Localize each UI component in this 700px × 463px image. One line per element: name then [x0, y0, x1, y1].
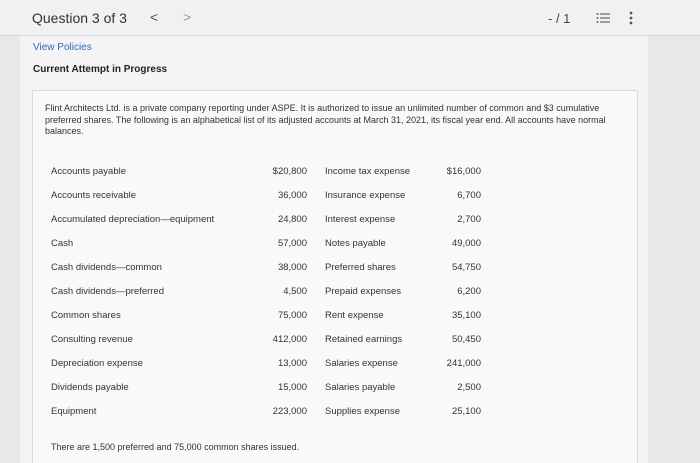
account-amount: 15,000: [277, 381, 307, 393]
account-name: Depreciation expense: [51, 357, 143, 369]
score-indicator: - / 1: [548, 11, 571, 26]
account-name: Equipment: [51, 405, 97, 417]
column-gap: [307, 183, 325, 207]
account-name: Notes payable: [325, 237, 386, 249]
account-name: Salaries payable: [325, 381, 396, 393]
column-gap: [307, 303, 325, 327]
list-icon[interactable]: [596, 12, 610, 24]
previous-question-button[interactable]: <: [150, 9, 159, 25]
account-amount: 38,000: [277, 261, 307, 273]
account-name: Retained earnings: [325, 333, 403, 345]
account-amount: 35,100: [451, 309, 481, 321]
account-amount: 412,000: [272, 333, 307, 345]
account-name: Salaries expense: [325, 357, 398, 369]
table-row: [51, 183, 481, 207]
column-gap: [307, 159, 325, 183]
problem-intro: Flint Architects Ltd. is a private company reporting under ASPE. It is authorized to issue an unlimited number of common and $3 cumulative preferred shares. The following is an alphabetical list of its adjusted accounts at March 31, 2021, its fiscal year end. All accounts have normal balances.: [45, 103, 606, 137]
problem-card: [32, 90, 638, 463]
table-row: [51, 327, 481, 351]
account-name: Dividends payable: [51, 381, 129, 393]
account-amount: 223,000: [272, 405, 307, 417]
question-title: Question 3 of 3: [32, 10, 127, 26]
column-gap: [307, 231, 325, 255]
account-amount: 75,000: [277, 309, 307, 321]
account-name: Accounts receivable: [51, 189, 137, 201]
account-name: Income tax expense: [325, 165, 411, 177]
account-name: Accounts payable: [51, 165, 126, 177]
view-policies-link[interactable]: View Policies: [33, 42, 92, 53]
account-name: Preferred shares: [325, 261, 396, 273]
account-amount: 241,000: [446, 357, 481, 369]
account-name: Rent expense: [325, 309, 384, 321]
column-gap: [307, 399, 325, 423]
content-area: [20, 36, 648, 463]
table-row: [51, 351, 481, 375]
account-amount: 49,000: [451, 237, 481, 249]
account-amount: 2,500: [457, 381, 481, 393]
table-row: [51, 255, 481, 279]
account-name: Cash dividends—common: [51, 261, 162, 273]
account-name: Cash: [51, 237, 74, 249]
column-gap: [307, 351, 325, 375]
account-amount: 57,000: [277, 237, 307, 249]
account-amount: 6,200: [457, 285, 481, 297]
account-amount: $16,000: [446, 165, 481, 177]
account-amount: 6,700: [457, 189, 481, 201]
account-name: Accumulated depreciation—equipment: [51, 213, 215, 225]
account-name: Interest expense: [325, 213, 396, 225]
account-amount: 13,000: [277, 357, 307, 369]
shares-note: There are 1,500 preferred and 75,000 common shares issued.: [51, 442, 300, 452]
table-row: [51, 207, 481, 231]
attempt-status: Current Attempt in Progress: [33, 64, 168, 75]
column-gap: [307, 207, 325, 231]
account-amount: 25,100: [451, 405, 481, 417]
table-row: [51, 399, 481, 423]
table-row: [51, 375, 481, 399]
column-gap: [307, 327, 325, 351]
table-row: [51, 303, 481, 327]
account-name: Insurance expense: [325, 189, 406, 201]
table-row: [51, 231, 481, 255]
account-amount: 54,750: [451, 261, 481, 273]
more-vertical-icon[interactable]: [628, 10, 634, 26]
account-amount: 50,450: [451, 333, 481, 345]
account-amount: 24,800: [277, 213, 307, 225]
table-row: [51, 279, 481, 303]
account-name: Consulting revenue: [51, 333, 133, 345]
account-name: Supplies expense: [325, 405, 400, 417]
account-name: Prepaid expenses: [325, 285, 402, 297]
column-gap: [307, 255, 325, 279]
table-row: [51, 159, 481, 183]
question-header: [0, 0, 700, 36]
account-amount: 36,000: [277, 189, 307, 201]
account-amount: $20,800: [272, 165, 307, 177]
accounts-table: [51, 159, 481, 423]
column-gap: [307, 279, 325, 303]
account-name: Cash dividends—preferred: [51, 285, 165, 297]
next-question-button[interactable]: >: [183, 9, 192, 25]
account-amount: 4,500: [283, 285, 307, 297]
account-amount: 2,700: [457, 213, 481, 225]
account-name: Common shares: [51, 309, 121, 321]
column-gap: [307, 375, 325, 399]
